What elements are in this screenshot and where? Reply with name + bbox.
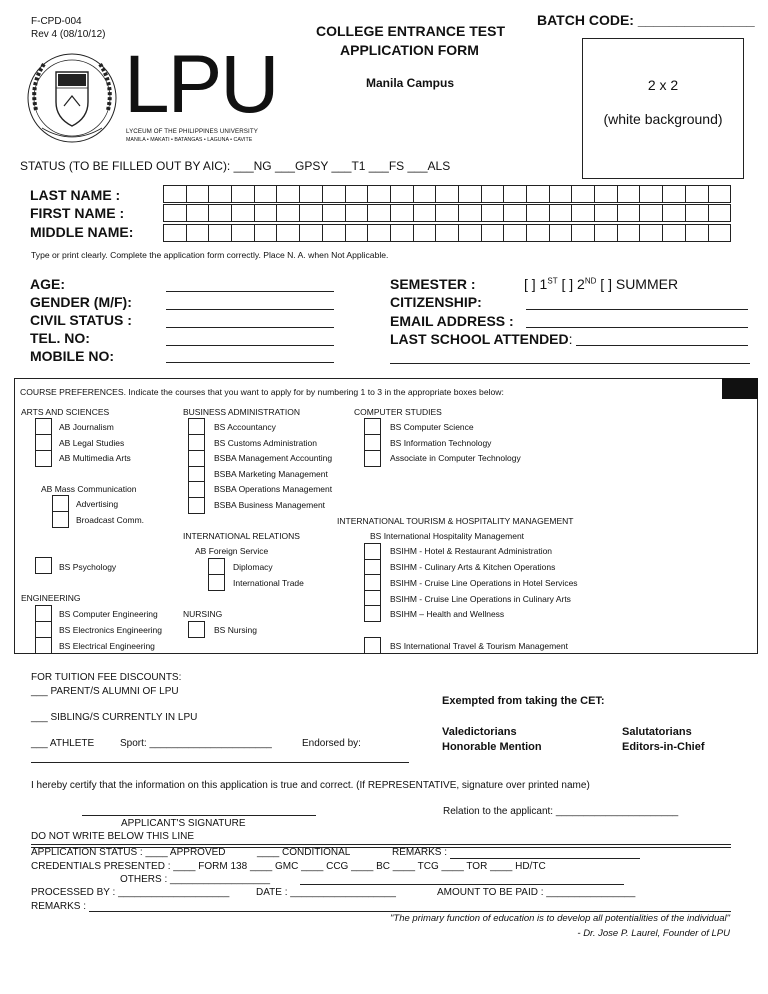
- bs-travel-tourism-label: BS International Travel & Tourism Management: [390, 641, 568, 651]
- founder-quote: "The primary function of education is to develop all potentialities of the individual": [390, 913, 730, 924]
- form-title-line1: COLLEGE ENTRANCE TEST: [316, 23, 506, 39]
- citizenship-label: CITIZENSHIP:: [390, 294, 482, 310]
- bs-information-technology-label: BS Information Technology: [390, 438, 492, 448]
- international-trade-box[interactable]: [208, 574, 225, 591]
- tuition-discounts-title: FOR TUITION FEE DISCOUNTS:: [31, 672, 182, 683]
- applicant-signature-label: APPLICANT'S SIGNATURE: [121, 818, 246, 829]
- mobile-label: MOBILE NO:: [30, 348, 114, 364]
- bs-customs-admin-box[interactable]: [188, 434, 205, 451]
- bs-computer-engineering-box[interactable]: [35, 605, 52, 622]
- athlete-option[interactable]: ___ ATHLETE: [31, 738, 95, 749]
- remarks-line-1[interactable]: [450, 858, 640, 859]
- ab-multimedia-arts-box[interactable]: [35, 450, 52, 467]
- ab-journalism-label: AB Journalism: [59, 422, 114, 432]
- ithm-title: INTERNATIONAL TOURISM & HOSPITALITY MANAGEMENT: [337, 516, 574, 526]
- gender-label: GENDER (M/F):: [30, 294, 132, 310]
- last-name-label: LAST NAME :: [30, 187, 121, 203]
- course-preferences-header: COURSE PREFERENCES. Indicate the courses that you want to apply for by numbering 1 to 3 in the appropriate boxes below:: [20, 387, 504, 397]
- form-code: F-CPD-004: [31, 16, 82, 27]
- bsba-business-management-label: BSBA Business Management: [214, 500, 326, 510]
- tel-label: TEL. NO:: [30, 330, 90, 346]
- form-title-line2: APPLICATION FORM: [340, 42, 479, 58]
- bs-electronics-engineering-box[interactable]: [35, 621, 52, 638]
- last-school-label-wrap: [390, 331, 573, 347]
- broadcast-comm-label: Broadcast Comm.: [76, 515, 145, 525]
- quote-author: - Dr. Jose P. Laurel, Founder of LPU: [577, 928, 730, 939]
- age-label: AGE:: [30, 276, 65, 292]
- last-school-label: LAST SCHOOL ATTENDED: [390, 331, 569, 347]
- processed-by-field[interactable]: PROCESSED BY : ____________________: [31, 887, 230, 898]
- bs-customs-admin-label: BS Customs Administration: [214, 438, 317, 448]
- bsba-management-accounting-box[interactable]: [188, 450, 205, 467]
- bs-accountancy-label: BS Accountancy: [214, 422, 276, 432]
- last-school-extra-line[interactable]: [390, 363, 750, 364]
- semester-options[interactable]: [524, 276, 678, 292]
- engineering-title: ENGINEERING: [21, 593, 81, 603]
- tel-field-line[interactable]: [166, 345, 334, 346]
- exempted-title: Exempted from taking the CET:: [442, 695, 605, 707]
- bsba-operations-management-label: BSBA Operations Management: [214, 484, 333, 494]
- first-name-boxes[interactable]: [163, 204, 731, 222]
- ihm-title: BS International Hospitality Management: [370, 531, 525, 541]
- university-seal-icon: [22, 50, 122, 146]
- diplomacy-label: Diplomacy: [233, 562, 273, 572]
- bs-psychology-box[interactable]: [35, 557, 52, 574]
- bsihm-cruise-hotel-label: BSIHM - Cruise Line Operations in Hotel Services: [390, 578, 578, 588]
- bs-information-technology-box[interactable]: [364, 434, 381, 451]
- diplomacy-box[interactable]: [208, 558, 225, 575]
- email-label: EMAIL ADDRESS :: [390, 313, 514, 329]
- signature-line[interactable]: [82, 815, 316, 816]
- intl-relations-title: INTERNATIONAL RELATIONS: [183, 531, 300, 541]
- application-status-approved[interactable]: APPLICATION STATUS : ____ APPROVED: [31, 847, 226, 858]
- ab-legal-studies-box[interactable]: [35, 434, 52, 451]
- bs-electrical-engineering-box[interactable]: [35, 637, 52, 654]
- civil-status-field-line[interactable]: [166, 327, 334, 328]
- photo-box[interactable]: [582, 38, 744, 179]
- ab-journalism-box[interactable]: [35, 418, 52, 435]
- bsba-marketing-management-label: BSBA Marketing Management: [214, 469, 328, 479]
- credentials-presented[interactable]: CREDENTIALS PRESENTED : ____ FORM 138 ____ GMC ____ CCG ____ BC ____ TCG ____ TOR ____ HD/TC: [31, 861, 546, 872]
- international-trade-label: International Trade: [233, 578, 304, 588]
- batch-code-field[interactable]: BATCH CODE: _______________: [537, 12, 755, 28]
- parent-alumni-option[interactable]: ___ PARENT/S ALUMNI OF LPU: [31, 686, 179, 697]
- sport-field[interactable]: Sport: ______________________: [120, 738, 272, 749]
- bs-travel-tourism-box[interactable]: [364, 637, 381, 654]
- bs-nursing-label: BS Nursing: [214, 625, 257, 635]
- form-revision: Rev 4 (08/10/12): [31, 29, 106, 40]
- sibling-option[interactable]: ___ SIBLING/S CURRENTLY IN LPU: [31, 712, 198, 723]
- associate-computer-technology-box[interactable]: [364, 450, 381, 467]
- semester-label: SEMESTER :: [390, 276, 476, 292]
- remarks-label-1: REMARKS :: [392, 847, 448, 858]
- gender-field-line[interactable]: [166, 309, 334, 310]
- nursing-title: NURSING: [183, 609, 223, 619]
- bsihm-hotel-restaurant-box[interactable]: [364, 543, 381, 560]
- civil-status-label: CIVIL STATUS :: [30, 312, 132, 328]
- endorsed-by-line[interactable]: [31, 762, 409, 763]
- last-school-field-line[interactable]: [576, 345, 748, 346]
- relation-to-applicant-field[interactable]: Relation to the applicant: ______________________: [443, 806, 679, 817]
- bsihm-cruise-culinary-label: BSIHM - Cruise Line Operations in Culinary Arts: [390, 594, 571, 604]
- advertising-box[interactable]: [52, 495, 69, 512]
- date-field[interactable]: DATE : ___________________: [256, 887, 396, 898]
- logo-campuses: MANILA • MAKATI • BATANGAS • LAGUNA • CAVITE: [126, 137, 253, 143]
- bs-electrical-engineering-label: BS Electrical Engineering: [59, 641, 155, 651]
- semester-first-option[interactable]: [ ] 1: [524, 276, 548, 292]
- business-admin-title: BUSINESS ADMINISTRATION: [183, 407, 300, 417]
- computer-studies-title: COMPUTER STUDIES: [354, 407, 442, 417]
- campus-name: Manila Campus: [366, 76, 455, 90]
- photo-note: (white background): [603, 111, 723, 127]
- bs-psychology-label: BS Psychology: [59, 562, 117, 572]
- bsihm-culinary-arts-label: BSIHM - Culinary Arts & Kitchen Operations: [390, 562, 556, 572]
- ab-legal-studies-label: AB Legal Studies: [59, 438, 125, 448]
- ab-multimedia-arts-label: AB Multimedia Arts: [59, 453, 131, 463]
- semester-summer-option[interactable]: [ ] SUMMER: [600, 276, 679, 292]
- logo-university-name: LYCEUM OF THE PHILIPPINES UNIVERSITY: [126, 128, 258, 135]
- advertising-label: Advertising: [76, 499, 119, 509]
- broadcast-comm-box[interactable]: [52, 511, 69, 528]
- bsba-management-accounting-label: BSBA Management Accounting: [214, 453, 333, 463]
- bs-computer-science-box[interactable]: [364, 418, 381, 435]
- citizenship-field-line[interactable]: [526, 309, 748, 310]
- last-school-colon: :: [568, 331, 573, 347]
- remarks-line-2[interactable]: [89, 911, 731, 912]
- bs-electronics-engineering-label: BS Electronics Engineering: [59, 625, 163, 635]
- aic-status-line[interactable]: STATUS (TO BE FILLED OUT BY AIC): ___NG ___GPSY ___T1 ___FS ___ALS: [20, 159, 451, 173]
- course-box-corner-block: [722, 378, 758, 399]
- instructions-text: Type or print clearly. Complete the application form correctly. Place N. A. when Not Applicable.: [31, 250, 389, 260]
- ab-foreign-service-label: AB Foreign Service: [195, 546, 269, 556]
- mobile-field-line[interactable]: [166, 362, 334, 363]
- others-field[interactable]: OTHERS : __________________: [120, 874, 271, 885]
- first-name-label: FIRST NAME :: [30, 205, 125, 221]
- do-not-write-label: DO NOT WRITE BELOW THIS LINE: [31, 831, 194, 842]
- certification-statement: I hereby certify that the information on this application is true and correct. (If REPRESENTATIVE, signature over printed name): [31, 780, 590, 791]
- photo-size: 2 x 2: [647, 77, 679, 93]
- bsihm-hotel-restaurant-label: BSIHM - Hotel & Restaurant Administration: [390, 546, 553, 556]
- others-extra-line[interactable]: [300, 884, 624, 885]
- bs-computer-science-label: BS Computer Science: [390, 422, 474, 432]
- amount-to-be-paid-field[interactable]: AMOUNT TO BE PAID : ________________: [437, 887, 636, 898]
- lpu-logo-text: LPU: [124, 39, 278, 130]
- bs-computer-engineering-label: BS Computer Engineering: [59, 609, 158, 619]
- bs-accountancy-box[interactable]: [188, 418, 205, 435]
- age-field-line[interactable]: [166, 291, 334, 292]
- editors-in-chief-label: Editors-in-Chief: [622, 741, 705, 753]
- arts-sciences-title: ARTS AND SCIENCES: [21, 407, 110, 417]
- mass-comm-title: AB Mass Communication: [41, 484, 137, 494]
- middle-name-boxes[interactable]: [163, 224, 731, 242]
- middle-name-label: MIDDLE NAME:: [30, 224, 134, 240]
- bs-nursing-box[interactable]: [188, 621, 205, 638]
- honorable-mention-label: Honorable Mention: [442, 741, 542, 753]
- bsihm-health-wellness-box[interactable]: [364, 605, 381, 622]
- semester-second-sup: ND: [584, 276, 597, 286]
- endorsed-by-label: Endorsed by:: [302, 738, 361, 749]
- semester-second-option[interactable]: [ ] 2: [561, 276, 585, 292]
- associate-computer-technology-label: Associate in Computer Technology: [390, 453, 521, 463]
- valedictorians-label: Valedictorians: [442, 726, 517, 738]
- last-name-boxes[interactable]: [163, 185, 731, 203]
- bsba-operations-management-box[interactable]: [188, 481, 205, 498]
- bsba-business-management-box[interactable]: [188, 497, 205, 514]
- divider-line-1: [31, 844, 731, 845]
- semester-first-sup: ST: [547, 276, 558, 286]
- bsihm-cruise-hotel-box[interactable]: [364, 574, 381, 591]
- email-field-line[interactable]: [526, 327, 748, 328]
- remarks-label-2: REMARKS :: [31, 901, 87, 912]
- application-status-conditional[interactable]: ____ CONDITIONAL: [257, 847, 351, 858]
- bsihm-health-wellness-label: BSIHM – Health and Wellness: [390, 609, 505, 619]
- salutatorians-label: Salutatorians: [622, 726, 692, 738]
